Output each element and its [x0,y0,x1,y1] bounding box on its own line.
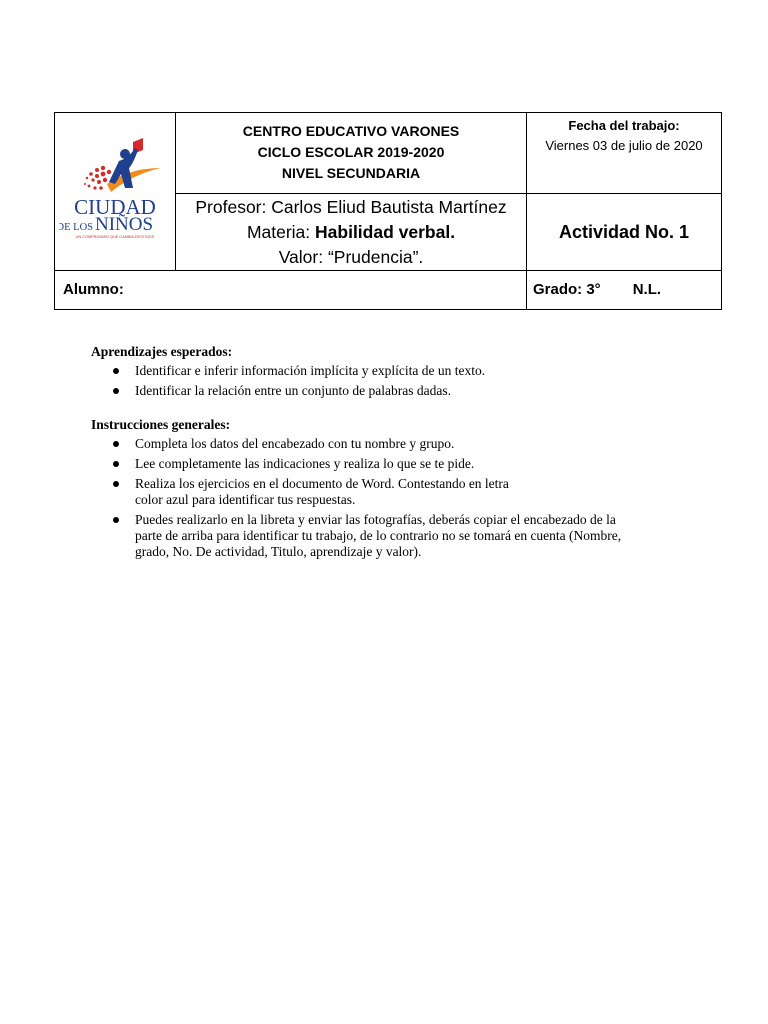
document-body [91,344,671,564]
logo-name-main: NIÑOS [95,213,154,235]
date-value: Viernes 03 de julio de 2020 [545,138,703,153]
grade-label: Grado: 3° [533,281,601,299]
list-item: Completa los datos del encabezado con tu nombre y grupo. [135,436,671,452]
value-line: Valor: “Prudencia”. [278,246,424,267]
logo-name-top: CIUDAD [74,194,156,219]
school-cycle: CICLO ESCOLAR 2019-2020 [257,144,445,160]
logo-cell [55,113,176,271]
list-item: Puedes realizarlo en la libreta y enviar las fotografías, deberás copiar el encabezado de la parte de arriba para identificar tu trabajo, de lo contrario no se tomará en cuenta (Nombre, grado, No. De actividad, Titulo, aprendizaje y valor). [135,512,671,560]
school-info-cell [176,113,527,194]
instructions-title: Instrucciones generales: [91,417,231,432]
logo-tagline: UN COMPROMISO QUE CAMBIA DESTINOS [75,234,155,239]
date-cell [527,113,722,194]
nl-label: N.L. [632,281,662,299]
subject-label: Materia: [246,221,316,242]
grade-cell [527,270,722,309]
school-name: CENTRO EDUCATIVO VARONES [242,123,460,139]
activity-number: Actividad No. 1 [527,194,722,270]
list-item: Realiza los ejercicios en el documento de Word. Contestando en letra color azul para identificar tus respuestas. [135,476,671,508]
subject-line [176,220,526,245]
learning-title: Aprendizajes esperados: [91,344,233,359]
instructions-list [91,436,671,560]
teacher-subject-cell [176,194,527,270]
logo-name-prefix: DE LOS [59,221,93,233]
list-item: Lee completamente las indicaciones y realiza lo que se te pide. [135,456,671,472]
list-item: Identificar e inferir información implícita y explícita de un texto. [135,363,671,379]
logo-figure-icon [84,138,161,192]
school-level: NIVEL SECUNDARIA [281,165,421,181]
date-title: Fecha del trabajo: [568,118,680,133]
subject-value: Habilidad verbal. [315,221,456,242]
student-field[interactable] [55,270,527,309]
ciudad-de-los-ninos-logo [59,134,171,244]
learning-list [91,363,671,399]
student-label: Alumno: [63,281,124,299]
header-table [54,112,722,310]
teacher-name: Profesor: Carlos Eliud Bautista Martínez [195,196,507,217]
list-item: Identificar la relación entre un conjunto de palabras dadas. [135,383,671,399]
